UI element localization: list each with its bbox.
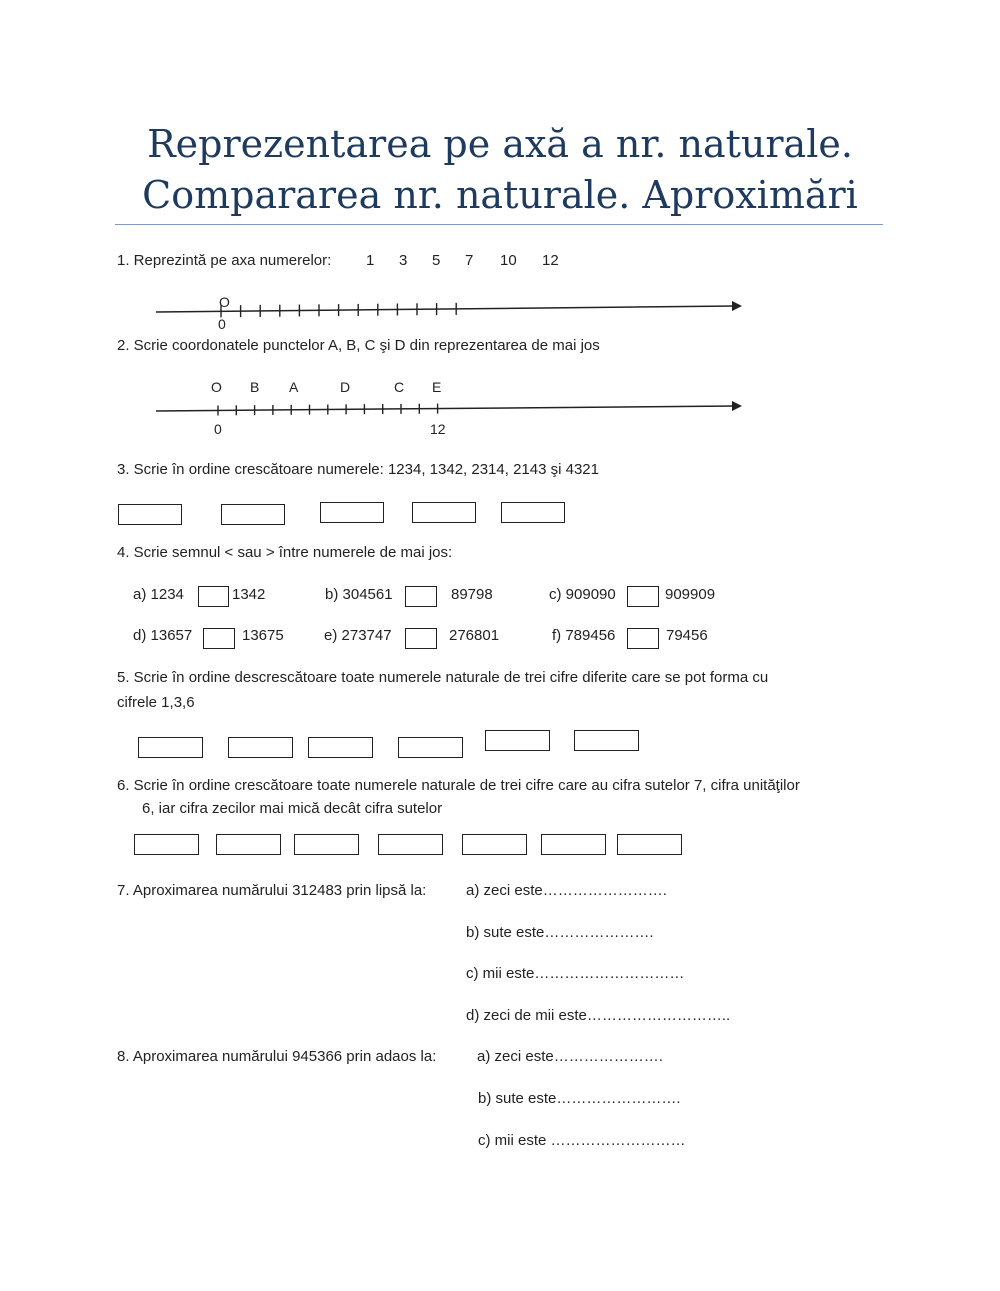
q7-prompt: 7. Aproximarea numărului 312483 prin lipsă la: [117, 882, 427, 899]
q2-number-axis [156, 401, 742, 415]
q6-answer-box[interactable] [462, 834, 527, 855]
q5-answer-box[interactable] [574, 730, 639, 751]
q8-answer-b[interactable]: b) sute este……………………. [478, 1090, 681, 1107]
q1-zero-label: 0 [218, 316, 226, 332]
q6-prompt-line2: 6, iar cifra zecilor mai mică decât cifra sutelor [142, 800, 443, 817]
q4-sign-box[interactable] [203, 628, 235, 649]
q7-answer-b[interactable]: b) sute este…………………. [466, 924, 654, 941]
q2-point-B: B [250, 379, 260, 395]
q1-origin-label: O [219, 294, 230, 310]
q4-item-a-right: 1342 [232, 586, 266, 603]
q2-point-E: E [432, 379, 442, 395]
page-subtitle: Compararea nr. naturale. Aproximări [142, 173, 858, 217]
q3-answer-box[interactable] [221, 504, 285, 525]
q3-answer-box[interactable] [320, 502, 384, 523]
q4-sign-box[interactable] [627, 586, 659, 607]
q4-item-f-right: 79456 [666, 627, 708, 644]
q2-end-label: 12 [430, 421, 446, 437]
q6-answer-box[interactable] [294, 834, 359, 855]
q4-item-b-right: 89798 [451, 586, 493, 603]
q4-item-f-left: f) 789456 [552, 627, 616, 644]
q1-number-5: 5 [432, 252, 441, 269]
q5-answer-box[interactable] [308, 737, 373, 758]
q8-answer-a[interactable]: a) zeci este…………………. [477, 1048, 663, 1065]
q2-point-C: C [394, 379, 405, 395]
q1-number-12: 12 [542, 252, 559, 269]
q4-sign-box[interactable] [405, 628, 437, 649]
q4-item-e-left: e) 273747 [324, 627, 392, 644]
q6-answer-box[interactable] [134, 834, 199, 855]
q4-item-d-right: 13675 [242, 627, 284, 644]
q4-item-a-left: a) 1234 [133, 586, 184, 603]
q8-answer-c[interactable]: c) mii este ……………………… [478, 1132, 686, 1149]
q6-answer-box[interactable] [541, 834, 606, 855]
q1-number-10: 10 [500, 252, 517, 269]
q6-answer-box[interactable] [216, 834, 281, 855]
q5-answer-box[interactable] [485, 730, 550, 751]
q4-item-b-left: b) 304561 [325, 586, 393, 603]
q3-answer-box[interactable] [118, 504, 182, 525]
q6-answer-box[interactable] [617, 834, 682, 855]
q3-answer-box[interactable] [412, 502, 476, 523]
q6-answer-box[interactable] [378, 834, 443, 855]
q4-sign-box[interactable] [627, 628, 659, 649]
q7-answer-d[interactable]: d) zeci de mii este……………………….. [466, 1007, 731, 1024]
q1-prompt: 1. Reprezintă pe axa numerelor: [117, 252, 332, 269]
q4-item-c-right: 909909 [665, 586, 716, 603]
q3-prompt: 3. Scrie în ordine crescătoare numerele: 1234, 1342, 2314, 2143 şi 4321 [117, 461, 599, 478]
q1-number-1: 1 [366, 252, 375, 269]
q5-answer-box[interactable] [398, 737, 463, 758]
q4-sign-box[interactable] [198, 586, 229, 607]
q3-answer-box[interactable] [501, 502, 565, 523]
q1-number-axis[interactable] [156, 301, 742, 317]
q8-prompt: 8. Aproximarea numărului 945366 prin adaos la: [117, 1048, 437, 1065]
q2-point-A: A [289, 379, 299, 395]
q5-answer-box[interactable] [228, 737, 293, 758]
q2-point-D: D [340, 379, 351, 395]
q4-prompt: 4. Scrie semnul < sau > între numerele de mai jos: [117, 544, 453, 561]
q4-item-d-left: d) 13657 [133, 627, 193, 644]
q2-zero-label: 0 [214, 421, 222, 437]
q2-prompt: 2. Scrie coordonatele punctelor A, B, C şi D din reprezentarea de mai jos [117, 337, 600, 354]
page-title: Reprezentarea pe axă a nr. naturale. [147, 122, 853, 166]
q1-number-3: 3 [399, 252, 408, 269]
q7-answer-a[interactable]: a) zeci este……………………. [466, 882, 667, 899]
q5-prompt-line1: 5. Scrie în ordine descrescătoare toate numerele naturale de trei cifre diferite care se pot forma cu [117, 669, 769, 686]
q4-item-c-left: c) 909090 [549, 586, 616, 603]
q5-prompt-line2: cifrele 1,3,6 [117, 694, 195, 711]
q1-number-7: 7 [465, 252, 474, 269]
q4-item-e-right: 276801 [449, 627, 500, 644]
q6-prompt-line1: 6. Scrie în ordine crescătoare toate numerele naturale de trei cifre care au cifra sutelor 7, cifra unităţilor [117, 777, 800, 794]
q4-sign-box[interactable] [405, 586, 437, 607]
q5-answer-box[interactable] [138, 737, 203, 758]
q7-answer-c[interactable]: c) mii este………………………… [466, 965, 685, 982]
q2-point-O: O [211, 379, 222, 395]
